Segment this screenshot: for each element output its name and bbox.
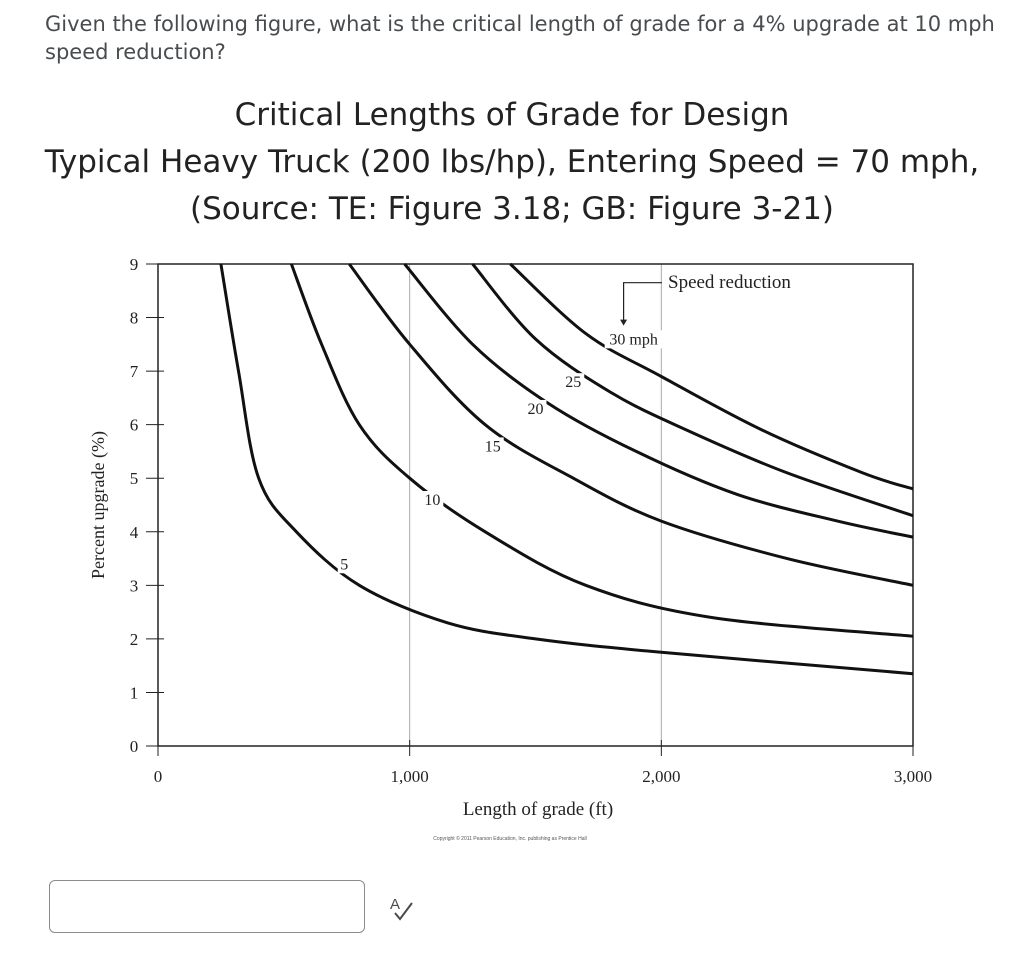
y-tick-label: 0 (129, 737, 139, 756)
y-axis-ticks (130, 255, 164, 756)
answer-input[interactable] (50, 881, 364, 932)
y-tick-label: 4 (129, 522, 139, 542)
y-tick-label: 5 (129, 469, 139, 489)
y-tick-label: 3 (129, 576, 139, 596)
x-tick-label: 3,000 (893, 767, 933, 786)
y-axis-label: Percent upgrade (%) (88, 431, 108, 579)
question-text: Given the following figure, what is the critical length of grade for a 4% upgrade at 10 mph speed reduction? (45, 12, 995, 64)
speed-reduction-legend (620, 272, 791, 325)
critical-length-chart (80, 240, 960, 860)
y-tick-label: 7 (129, 362, 139, 382)
speed-reduction-curves (221, 264, 913, 674)
curve-label: 20 (527, 400, 544, 418)
y-tick-label: 6 (129, 415, 139, 435)
spellcheck-icon[interactable] (386, 894, 416, 922)
y-tick-label: 8 (129, 308, 139, 328)
x-axis-ticks (154, 740, 932, 786)
curve-5 (221, 264, 913, 674)
x-tick-label: 0 (153, 767, 163, 786)
legend-title: Speed reduction (668, 272, 791, 294)
legend-arrowhead (620, 320, 627, 326)
legend-arrow-line (624, 283, 662, 321)
curve-label: 5 (340, 556, 349, 574)
curve-15 (349, 264, 913, 585)
x-tick-label: 1,000 (390, 767, 429, 786)
chart-title-line-1: Critical Lengths of Grade for Design (234, 97, 790, 133)
chart-title (20, 92, 1004, 233)
y-tick-label: 1 (129, 683, 139, 703)
curve-20 (405, 264, 913, 537)
x-tick-label: 2,000 (642, 767, 681, 786)
curve-label: 25 (565, 374, 582, 392)
copyright-note: Copyright © 2011 Pearson Education, Inc. publishing as Prentice Hall (433, 836, 587, 842)
y-tick-label: 2 (129, 629, 139, 649)
curve-label: 10 (424, 492, 441, 509)
svg-text:A: A (390, 896, 401, 913)
answer-input-box[interactable] (49, 880, 365, 933)
y-tick-label: 9 (129, 255, 139, 274)
curve-10 (291, 264, 913, 636)
chart-title-line-3: (Source: TE: Figure 3.18; GB: Figure 3-21) (189, 191, 835, 227)
curve-label: 30 mph (609, 331, 658, 349)
chart-title-line-2: Typical Heavy Truck (200 lbs/hp), Entering Speed = 70 mph, (44, 144, 980, 180)
x-axis-label: Length of grade (ft) (462, 799, 614, 820)
curve-label: 15 (484, 438, 501, 456)
